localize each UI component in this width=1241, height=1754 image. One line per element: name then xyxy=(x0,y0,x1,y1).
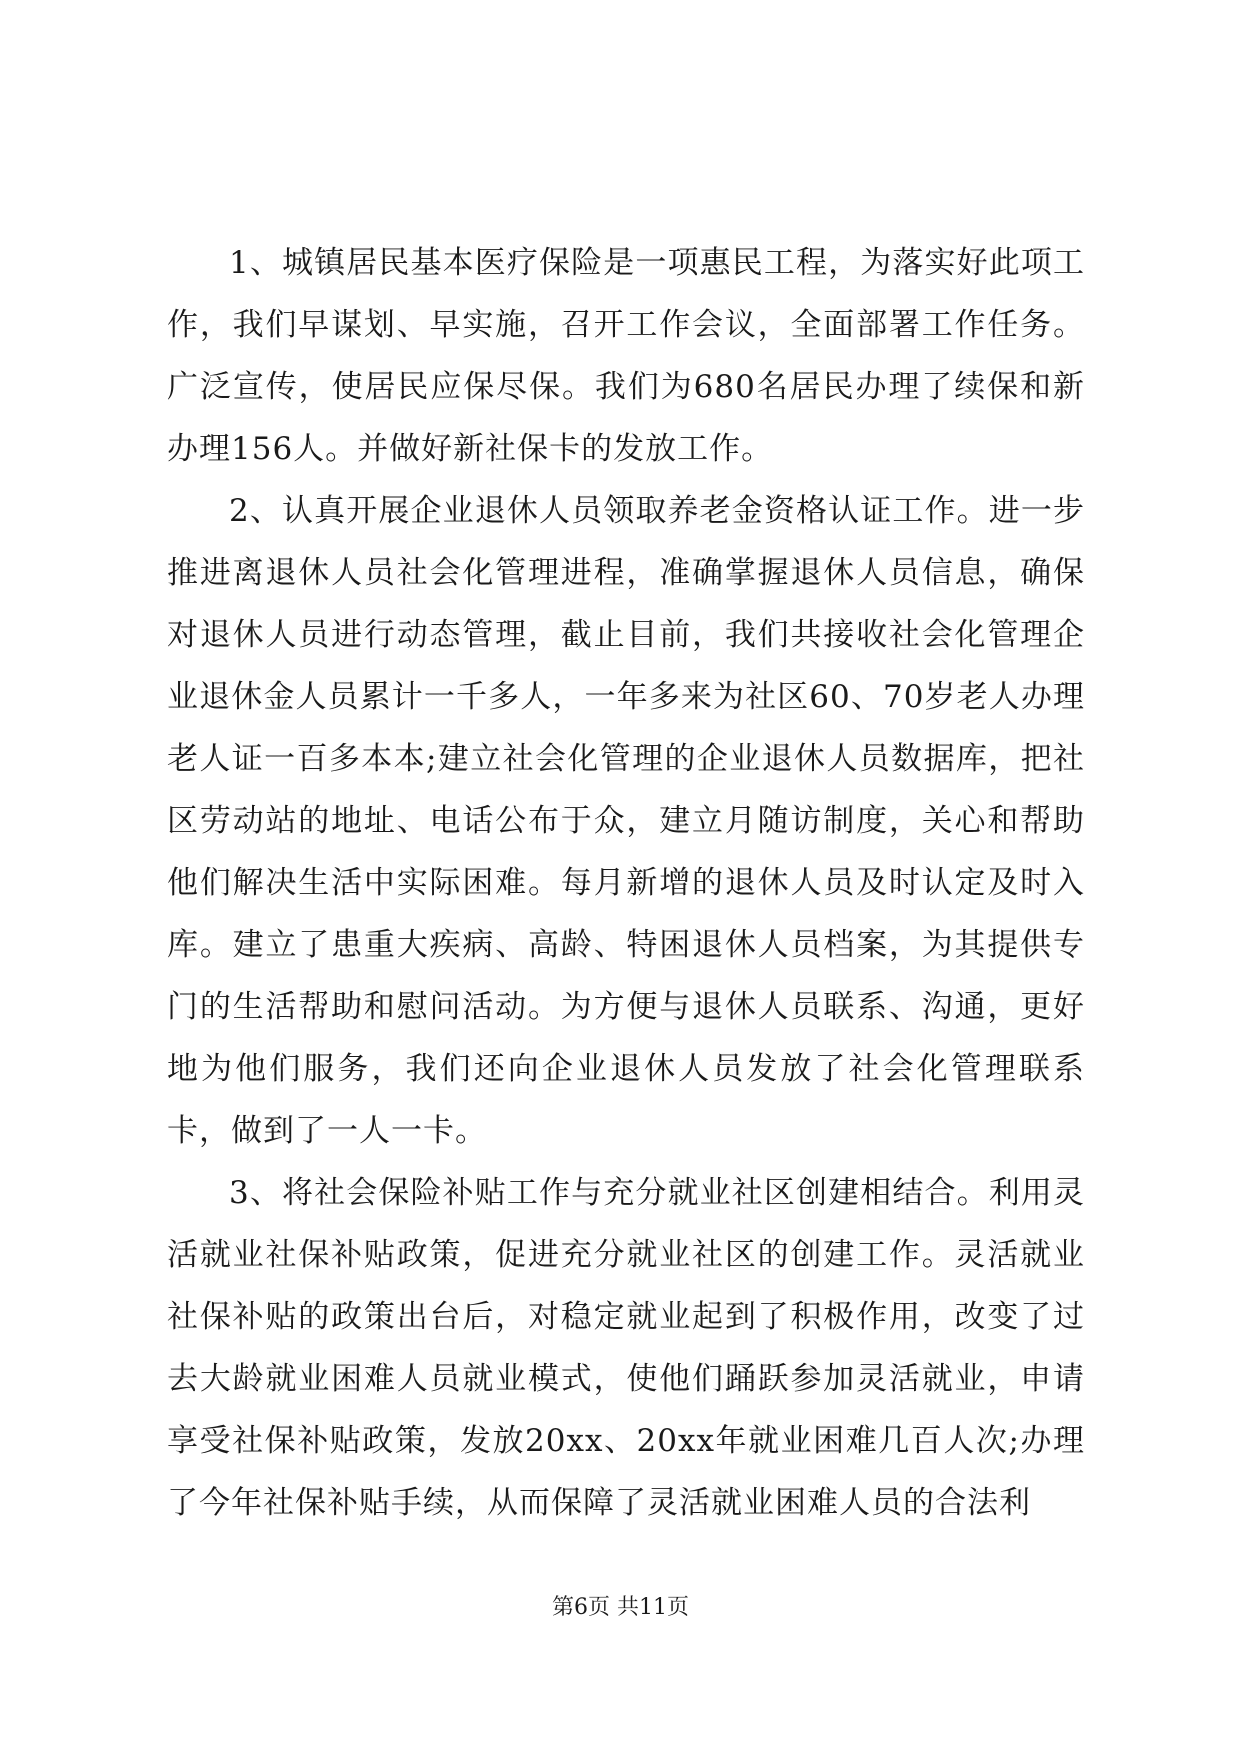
paragraph-3: 3、将社会保险补贴工作与充分就业社区创建相结合。利用灵活就业社保补贴政策，促进充分就业社区的创建工作。灵活就业社保补贴的政策出台后，对稳定就业起到了积极作用，改变了过去大龄就业困难人员就业模式，使他们踊跃参加灵活就业，申请享受社保补贴政策，发放20xx、20xx年就业困难几百人次;办理了今年社保补贴手续，从而保障了灵活就业困难人员的合法利 xyxy=(167,1175,1085,1521)
document-body xyxy=(167,232,1085,1534)
paragraph-1: 1、城镇居民基本医疗保险是一项惠民工程，为落实好此项工作，我们早谋划、早实施，召开工作会议，全面部署工作任务。广泛宣传，使居民应保尽保。我们为680名居民办理了续保和新办理156人。并做好新社保卡的发放工作。 xyxy=(167,245,1085,467)
paragraph-2: 2、认真开展企业退休人员领取养老金资格认证工作。进一步推进离退休人员社会化管理进程，准确掌握退休人员信息，确保对退休人员进行动态管理，截止目前，我们共接收社会化管理企业退休金人员累计一千多人，一年多来为社区60、70岁老人办理老人证一百多本本;建立社会化管理的企业退休人员数据库，把社区劳动站的地址、电话公布于众，建立月随访制度，关心和帮助他们解决生活中实际困难。每月新增的退休人员及时认定及时入库。建立了患重大疾病、高龄、特困退休人员档案，为其提供专门的生活帮助和慰问活动。为方便与退休人员联系、沟通，更好地为他们服务，我们还向企业退休人员发放了社会化管理联系卡，做到了一人一卡。 xyxy=(167,493,1085,1149)
page-footer xyxy=(0,1590,1241,1621)
page-number: 第6页 共11页 xyxy=(552,1595,689,1620)
